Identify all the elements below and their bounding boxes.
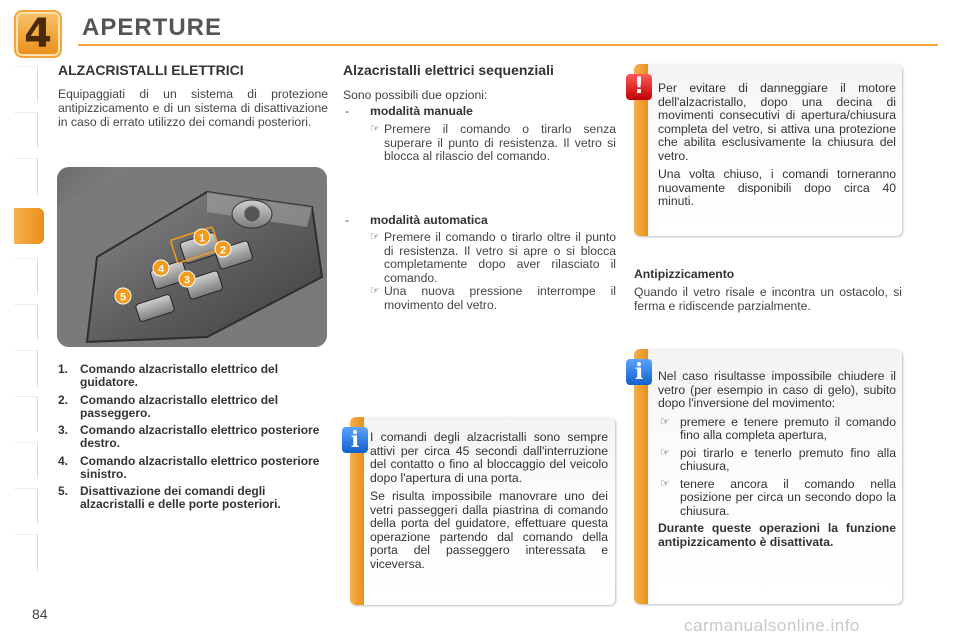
info-box-timing-text: I comandi degli alzacristalli sono sempre attivi per circa 45 secondi dall'interruzione del contatto o fino al bloccaggio del veicolo dopo l'apertura di una porta. Se risulta impossibile manovrare uno dei vetri passeggeri dalla piastrina di comando della porta del guidatore, effettuare questa operazione partendo dal comando della porta del passeggero interessata e viceversa.	[370, 430, 608, 571]
header-rule	[78, 44, 938, 46]
list-item: 5. Disattivazione dei comandi degli alzacristalli e delle porte posteriori.	[58, 484, 281, 511]
auto-mode-bullet-2: ☞ Una nuova pressione interrompe il movimento del vetro.	[370, 284, 616, 312]
list-item: ☞ premere e tenere premuto il comando fino alla completa apertura,	[660, 414, 896, 442]
chapter-tab	[14, 534, 38, 570]
callout-5	[115, 288, 131, 304]
callout-label: 2	[219, 244, 227, 257]
door-panel-illustration	[57, 167, 327, 347]
chapter-tabs	[14, 66, 40, 576]
dash-manual: -	[345, 104, 350, 118]
callout-2	[215, 241, 231, 257]
warning-box-text: Per evitare di danneggiare il motore dell'alzacristallo, dopo una decina di movimenti consecutivi di apertura/chiusura completa del vetro, si attiva una protezione che abilita esclusivamente la chiusura del vetro. Una volta chiuso, i comandi torneranno nuovamente disponibili dopo circa 40 minuti.	[658, 81, 896, 208]
auto-mode-bullet-1: ☞ Premere il comando o tirarlo oltre il punto di resistenza. Il vetro si apre o si blocca completamente dopo aver rilasciato il comando.	[370, 230, 616, 285]
hand-point-icon: ☞	[370, 285, 380, 297]
section-intro: Equipaggiati di un sistema di protezione antipizzicamento e di un sistema di disattivazione in caso di errato utilizzo dei comandi posteriori.	[58, 87, 328, 129]
anti-pinch-text: Quando il vetro risale e incontra un ostacolo, si ferma e ridiscende parzialmente.	[634, 285, 902, 313]
chapter-tab	[14, 442, 38, 478]
info-icon: i	[626, 359, 652, 385]
chapter-number-badge: 4	[14, 10, 62, 58]
chapter-tab	[14, 488, 38, 524]
hand-point-icon: ☞	[660, 415, 670, 428]
info-icon: i	[342, 427, 368, 453]
manual-mode-bullet: ☞ Premere il comando o tirarlo senza superare il punto di resistenza. Il vetro si blocca al rilascio del comando.	[370, 122, 616, 163]
options-intro: Sono possibili due opzioni:	[343, 88, 488, 102]
page-header	[0, 0, 960, 60]
page-number: 84	[32, 606, 48, 622]
manual-mode-title: modalità manuale	[370, 104, 473, 118]
chapter-tab	[14, 258, 38, 294]
list-item: ☞ poi tirarlo e tenerlo premuto fino alla chiusura,	[660, 445, 896, 473]
warning-icon: !	[626, 74, 652, 100]
chapter-tab-active	[14, 208, 44, 244]
chapter-tab	[14, 112, 38, 148]
section-heading-electric-windows: ALZACRISTALLI ELETTRICI	[58, 62, 244, 78]
hand-point-icon: ☞	[370, 231, 380, 243]
closing-note: Durante queste operazioni la funzione antipizzicamento è disattivata.	[658, 521, 896, 549]
list-item: 2. Comando alzacristallo elettrico del passeggero.	[58, 392, 279, 420]
chapter-tab	[14, 304, 38, 340]
section-heading-sequential: Alzacristalli elettrici sequenziali	[343, 62, 554, 78]
callout-label: 5	[119, 291, 127, 304]
callout-label: 1	[198, 232, 206, 245]
info-box-frost-text: Nel caso risultasse impossibile chiudere il vetro (per esempio in caso di gelo), subito dopo l'inversione del movimento: ☞ premere e tenere premuto il comando fino alla completa apertura, ☞ poi tirarlo e tenerlo premuto fino alla chiusura, ☞ tenere ancora il comando nella posizione per circa un secondo dopo la chiusura. Durante queste operazioni la funzione antipizzicamento è disattivata.	[658, 369, 896, 549]
callout-label: 3	[183, 274, 191, 287]
hand-point-icon: ☞	[370, 123, 380, 135]
anti-pinch-heading: Antipizzicamento	[634, 267, 735, 281]
dash-auto: -	[345, 213, 350, 227]
callout-4	[153, 260, 169, 276]
chapter-tab	[14, 158, 38, 194]
hand-point-icon: ☞	[660, 477, 670, 490]
list-item: 3. Comando alzacristallo elettrico posteriore destro.	[58, 423, 320, 450]
callout-label: 4	[157, 263, 165, 276]
list-item: ☞ tenere ancora il comando nella posizione per circa un secondo dopo la chiusura.	[660, 476, 896, 518]
controls-legend-list	[58, 363, 328, 516]
auto-mode-title: modalità automatica	[370, 213, 488, 227]
watermark: carmanualsonline.info	[684, 616, 860, 635]
chapter-tab	[14, 66, 38, 102]
door-controls-photo	[57, 167, 327, 347]
hand-point-icon: ☞	[660, 446, 670, 459]
box-accent-strip	[634, 349, 648, 604]
list-item: 4. Comando alzacristallo elettrico posteriore sinistro.	[58, 453, 320, 481]
chapter-tab	[14, 396, 38, 432]
callout-3	[179, 271, 195, 287]
list-item: 1. Comando alzacristallo elettrico del guidatore.	[58, 362, 279, 389]
chapter-title: APERTURE	[82, 14, 223, 41]
chapter-tab	[14, 350, 38, 386]
